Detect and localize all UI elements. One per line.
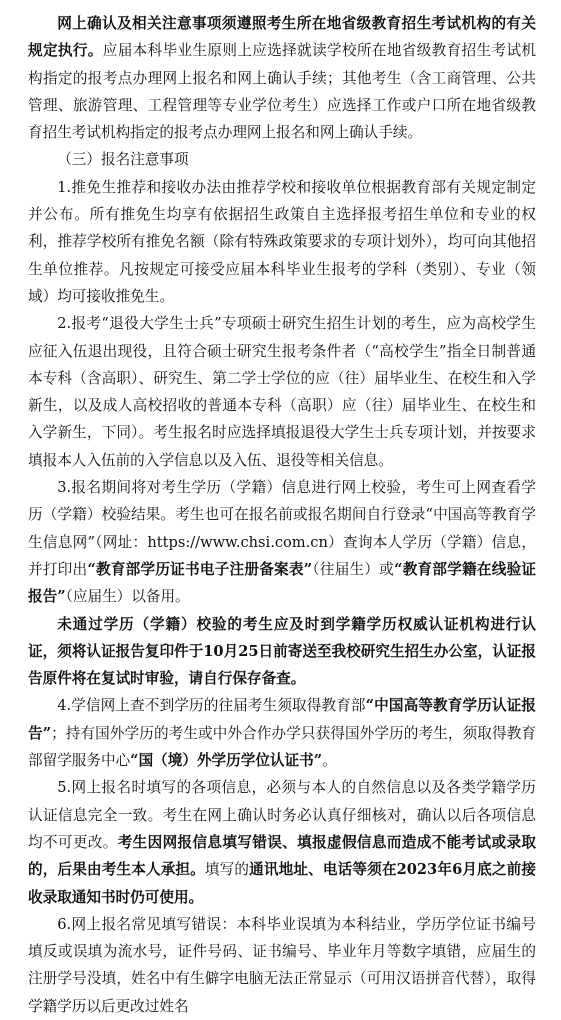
item-1-recommended-students: 1.推免生推荐和接收办法由推荐学校和接收单位根据教育部有关规定制定并公布。所有推免生均享有依据招生政策自主选择报考招生单位和专业的权利，推荐学校所有推免名额（除有特殊政策要求的专项计划外），均可向其他招生单位推荐。凡按规定可接受应届本科毕业生报考的学科（类别）、专业（领域）均可接收推免生。 [28,178,536,305]
item-4-text-3: 。 [322,752,337,770]
bold-contact-validity: 通讯地址、电话等须在2023年6月底之前接收录取通知书时仍可使用。 [28,861,536,906]
bold-certification-text: 未通过学历（学籍）校验的考生应及时到学籍学历权威认证机构进行认证，须将认证报告复印件于10月25日前寄送至我校研究生招生办公室，认证报告原件将在复试时审验，请自行保存备查。 [28,615,536,688]
item-2-veteran-students: 2.报考“退役大学生士兵”专项硕士研究生招生计划的考生，应为高校学生应征入伍退出现役，且符合硕士研究生报考条件者（“高校学生”指全日制普通本专科（含高职）、研究生、第二学士学位的应（往）届毕业生、在校生和入学新生，以及成人高校招收的普通本专科（高职）应（往）届毕业生、在校生和入学新生，下同）。考生报名时应选择填报退役大学生士兵专项计划，并按要求填报本人入伍前的入学信息以及入伍、退役等相关信息。 [28,315,536,469]
item-4-text-2: ；持有国外学历的考生或中外合作办学只获得国外学历的考生，须取得教育部留学服务中心 [28,724,536,770]
item-5-text-2: 填写的 [204,861,250,879]
paragraph-text: 应届本科毕业生原则上应选择就读学校所在地省级教育招生考试机构指定的报考点办理网上报名和网上确认手续；其他考生（含工商管理、公共管理、旅游管理、工程管理等专业学位考生）应选择工作或户口所在地省级教育招生考试机构指定的报考点办理网上报名和网上确认手续。 [28,42,536,142]
item-6-common-errors: 6.网上报名常见填写错误：本科毕业误填为本科结业，学历学位证书编号填反或误填为流水号，证件号码、证书编号、毕业年月等数字填错，应届生的注册学号没填，姓名中有生僻字电脑无法正常显示（可用汉语拼音代替），取得学籍学历以后更改过姓名 [28,915,536,1015]
bold-electronic-registration-form: “教育部学历证书电子注册备案表” [87,560,313,578]
item-4-foreign-credentials [28,692,536,774]
bold-foreign-degree-certificate: “国（境）外学历学位认证书” [130,752,323,770]
section-heading: （三）报名注意事项 [57,151,189,169]
document-body [28,0,536,1020]
item-3-text-3: （应届生）以备用。 [65,588,190,606]
item-3-text-2: （往届生）或 [312,560,395,578]
item-4-text: 4.学信网上查不到学历的往届考生须取得教育部 [57,697,366,715]
item-5-information-accuracy [28,774,536,910]
bold-degree-certification-report: “中国高等教育学历认证报告” [28,697,536,742]
bold-paragraph-certification [28,611,536,693]
bold-online-verification-report: “教育部学籍在线验证报告” [28,560,536,606]
item-3-academic-verification [28,474,536,610]
bold-notice: 网上确认及相关注意事项须遵照考生所在地省级教育招生考试机构的有关规定执行。 [28,15,536,60]
item-5-text: 5.网上报名时填写的各项信息，必须与本人的自然信息以及各类学籍学历认证信息完全一致。考生在网上确认时务必认真仔细核对，确认以后各项信息均不可更改。 [28,779,536,851]
item-3-text: 3.报名期间将对考生学历（学籍）信息进行网上校验，考生可上网查看学历（学籍）校验结果。考生也可在报名前或报名期间自行登录“中国高等教育学生信息网”（网址：https://www.chsi.com.cn）查询本人学历（学籍）信息，并打印出 [28,479,536,578]
bold-liability-notice: 考生因网报信息填写错误、填报虚假信息而造成不能考试或录取的，后果由考生本人承担。 [28,833,536,879]
paragraph-registration-rules [28,10,536,146]
